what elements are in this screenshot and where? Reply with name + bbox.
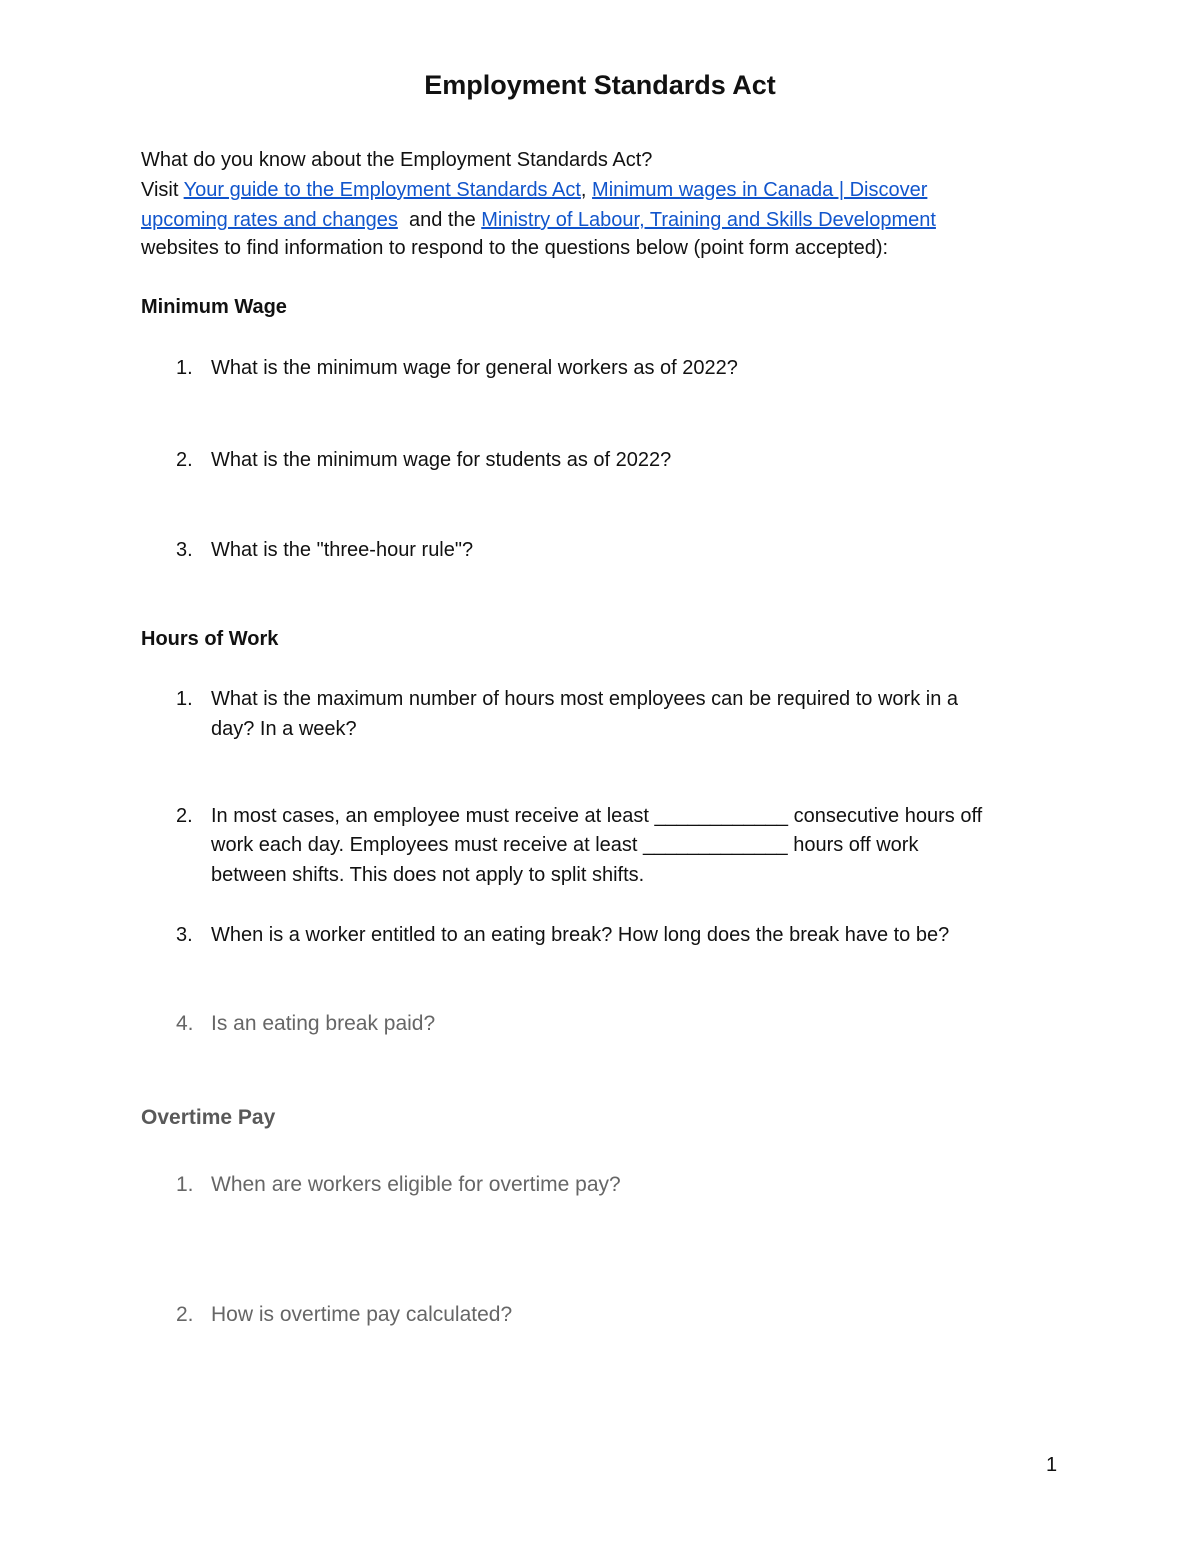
- question-text: How is overtime pay calculated?: [211, 1303, 513, 1326]
- question-number: 3.: [176, 924, 193, 946]
- question-number: 3.: [176, 539, 193, 561]
- link-ministry-of-labour[interactable]: Ministry of Labour, Training and Skills Development: [481, 209, 936, 231]
- question-text: What is the "three-hour rule"?: [211, 539, 474, 561]
- question-number: 1.: [176, 357, 193, 379]
- question-number: 2.: [176, 449, 193, 471]
- page-number: 1: [1046, 1454, 1058, 1476]
- question-text: When are workers eligible for overtime pay?: [211, 1173, 621, 1196]
- question-text: When is a worker entitled to an eating break? How long does the break have to be?: [211, 924, 950, 946]
- section-heading-overtime-pay: Overtime Pay: [141, 1106, 276, 1129]
- visit-prefix: Visit: [141, 179, 184, 201]
- intro-second-line: [141, 205, 936, 235]
- question-number: 1.: [176, 688, 193, 710]
- link-minimum-wages-canada-cont[interactable]: upcoming rates and changes: [141, 209, 398, 231]
- question-text: What is the maximum number of hours most employees can be required to work in a: [211, 688, 958, 710]
- intro-websites-line: websites to find information to respond to the questions below (point form accepted):: [141, 237, 889, 259]
- link-employment-standards-guide[interactable]: Your guide to the Employment Standards Act: [183, 179, 581, 201]
- question-text-continued: between shifts. This does not apply to split shifts.: [211, 864, 645, 886]
- section-heading-minimum-wage: Minimum Wage: [141, 296, 287, 318]
- question-number: 2.: [176, 805, 193, 827]
- question-number: 4.: [176, 1012, 194, 1035]
- intro-visit-line: [141, 175, 927, 205]
- question-text: What is the minimum wage for students as of 2022?: [211, 449, 672, 471]
- page-title: Employment Standards Act: [424, 70, 776, 100]
- and-the-text: and the: [397, 209, 482, 231]
- question-text: Is an eating break paid?: [211, 1012, 436, 1035]
- link-minimum-wages-canada[interactable]: Minimum wages in Canada | Discover: [592, 179, 928, 201]
- section-heading-hours-of-work: Hours of Work: [141, 628, 279, 650]
- question-text-continued: day? In a week?: [211, 718, 357, 740]
- question-number: 2.: [176, 1303, 194, 1326]
- question-number: 1.: [176, 1173, 194, 1196]
- intro-question: What do you know about the Employment Standards Act?: [141, 149, 653, 171]
- question-text-continued: work each day. Employees must receive at least _____________ hours off work: [211, 834, 919, 856]
- question-text: In most cases, an employee must receive at least ____________ consecutive hours off: [211, 805, 983, 827]
- comma-separator: ,: [580, 179, 587, 201]
- question-text: What is the minimum wage for general workers as of 2022?: [211, 357, 738, 379]
